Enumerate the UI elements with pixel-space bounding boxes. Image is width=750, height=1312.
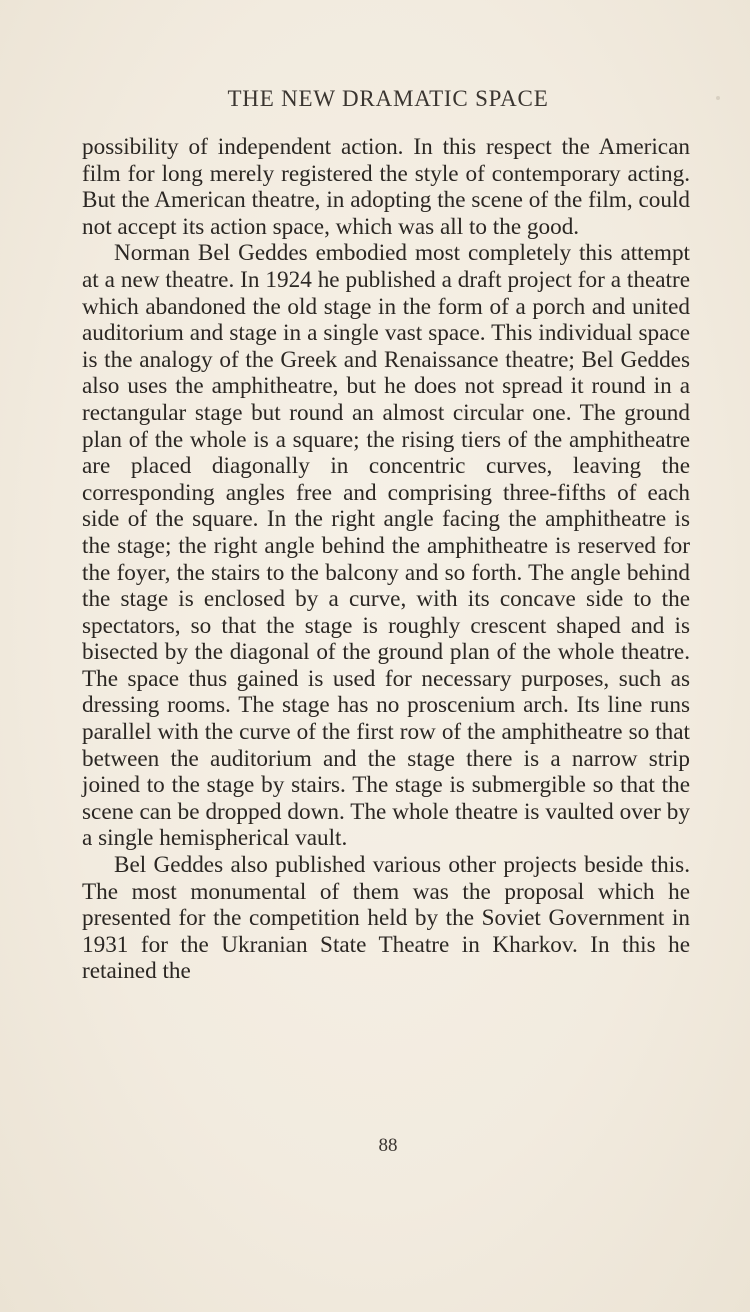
paragraph-other-projects: Bel Geddes also published various other projects beside this. The most monumental of them was the proposal which he presented for the competition held by the Soviet Government in 1931 for the Ukranian State Theatre in Kharkov. In this he retained the [82,852,690,985]
paragraph-bel-geddes-theatre: Norman Bel Geddes embodied most completely this attempt at a new theatre. In 1924 he published a draft project for a theatre which abandoned the old stage in the form of a porch and united auditorium and stage in a single vast space. This individual space is the analogy of the Greek and Renaissance theatre; Bel Geddes also uses the amphitheatre, but he does not spread it round in a rectangular stage but round an almost circular one. The ground plan of the whole is a square; the rising tiers of the amphitheatre are placed diagonally in concentric curves, leaving the corresponding angles free and comprising three-fifths of each side of the square. In the right angle facing the amphitheatre is the stage; the right angle behind the amphitheatre is reserved for the foyer, the stairs to the balcony and so forth. The angle behind the stage is enclosed by a curve, with its concave side to the spectators, so that the stage is roughly crescent shaped and is bisected by the diagonal of the ground plan of the whole theatre. The space thus gained is used for necessary purposes, such as dressing rooms. The stage has no proscenium arch. Its line runs parallel with the curve of the first row of the amphitheatre so that between the auditorium and the stage there is a narrow strip joined to the stage by stairs. The stage is submergible so that the scene can be dropped down. The whole theatre is vaulted over by a single hemispherical vault. [82,240,690,852]
body-text [82,134,690,985]
running-head: THE NEW DRAMATIC SPACE [227,86,549,111]
paragraph-continued: possibility of independent action. In this respect the American film for long merely registered the style of contemporary acting. But the American theatre, in adopting the scene of the film, could not accept its action space, which was all to the good. [82,134,690,240]
paper-speck [716,96,720,100]
page-number: 88 [378,1135,398,1156]
